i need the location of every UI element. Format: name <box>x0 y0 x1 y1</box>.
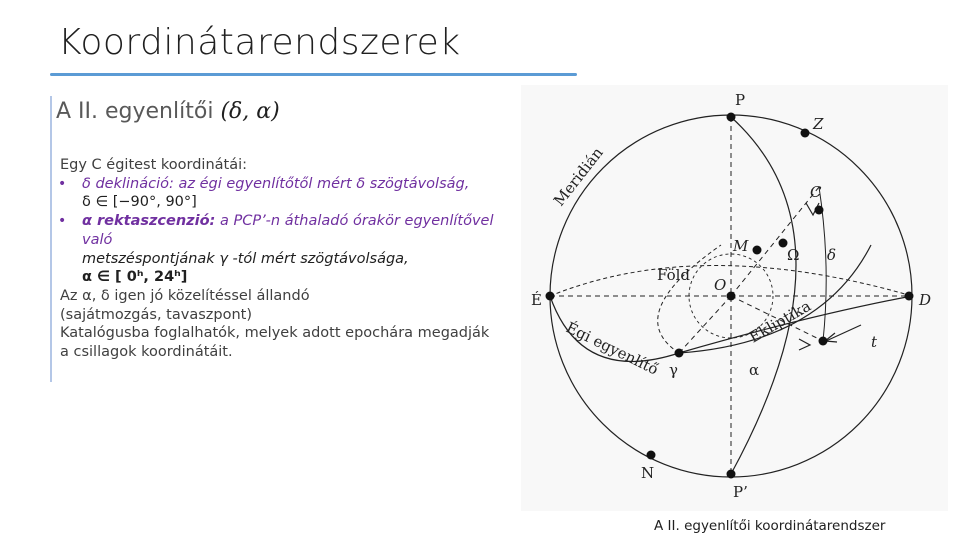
subtitle-math: (δ, α) <box>220 99 280 124</box>
point-m <box>753 246 762 255</box>
catalog-line-2: a csillagok koordinátáit. <box>60 344 233 361</box>
figure-caption: A II. egyenlítői koordinátarendszer <box>654 518 886 534</box>
label-m: M <box>733 237 749 255</box>
subtitle-text: A II. egyenlítői <box>56 99 214 124</box>
intro-line: Egy C égitest koordinátái: <box>60 157 248 173</box>
label-alpha: α <box>749 361 760 379</box>
label-t: t <box>871 333 878 351</box>
title-underline <box>50 73 577 76</box>
label-o: O <box>714 276 727 294</box>
declination-text: az égi egyenlítőtől mért δ szögtávolság, <box>173 175 470 192</box>
label-fold: Föld <box>657 266 691 284</box>
ecliptic <box>679 245 871 353</box>
label-gamma: γ <box>669 361 678 379</box>
bullet-dot: • <box>58 213 67 230</box>
label-p: P <box>735 91 746 109</box>
bullet-dot: • <box>58 175 67 192</box>
label-meridian: Meridián <box>549 143 607 210</box>
alpha-arrowhead <box>799 339 810 350</box>
label-c: C <box>810 183 822 201</box>
label-delta: δ <box>827 246 837 264</box>
label-n: N <box>641 464 655 482</box>
line-o-gamma <box>679 296 731 353</box>
slide-title: Koordinátarendszerek <box>58 22 461 63</box>
label-egi-egyenlito: Égi egyenlítő <box>563 318 662 379</box>
celestial-sphere-diagram <box>521 85 948 511</box>
point-pprime <box>727 470 736 479</box>
point-alpha <box>819 337 828 346</box>
right-ascension-term: α rektaszcenzió: <box>82 213 216 230</box>
label-pprime: P’ <box>733 483 748 501</box>
content-body <box>60 156 515 362</box>
right-ascension-text: a PCP’-n áthaladó órakör egyenlítővel való <box>82 213 494 248</box>
content-accent-bar <box>50 96 52 382</box>
label-z: Z <box>813 115 824 133</box>
point-c <box>815 206 824 215</box>
point-gamma <box>675 349 684 358</box>
label-e: É <box>531 291 542 309</box>
declination-term: δ deklináció: <box>82 175 174 192</box>
point-p <box>727 113 736 122</box>
label-omega: Ω <box>787 246 800 264</box>
right-ascension-range: α ∈ [ 0ʰ, 24ʰ] <box>82 269 188 286</box>
right-ascension-text2: metszéspontjának γ -tól mért szögtávolsága, <box>82 250 409 267</box>
subtitle <box>56 99 280 124</box>
label-ekliptika: Ekliptika <box>746 296 814 347</box>
point-d <box>905 292 914 301</box>
constant-line: Az α, δ igen jó közelítéssel állandó <box>60 287 310 304</box>
point-z <box>801 129 810 138</box>
point-e <box>546 292 555 301</box>
proper-motion-line: (sajátmozgás, tavaszpont) <box>60 306 252 323</box>
bullet-declination <box>60 175 515 194</box>
point-o <box>727 292 736 301</box>
label-d: D <box>919 291 932 309</box>
t-arrow <box>826 325 861 341</box>
point-n <box>647 451 656 460</box>
celestial-sphere-figure <box>521 85 948 511</box>
bullet-right-ascension <box>60 212 515 249</box>
catalog-line: Katalógusba foglalhatók, melyek adott epochára megadják <box>60 325 490 342</box>
declination-range: δ ∈ [−90°, 90°] <box>82 194 197 211</box>
